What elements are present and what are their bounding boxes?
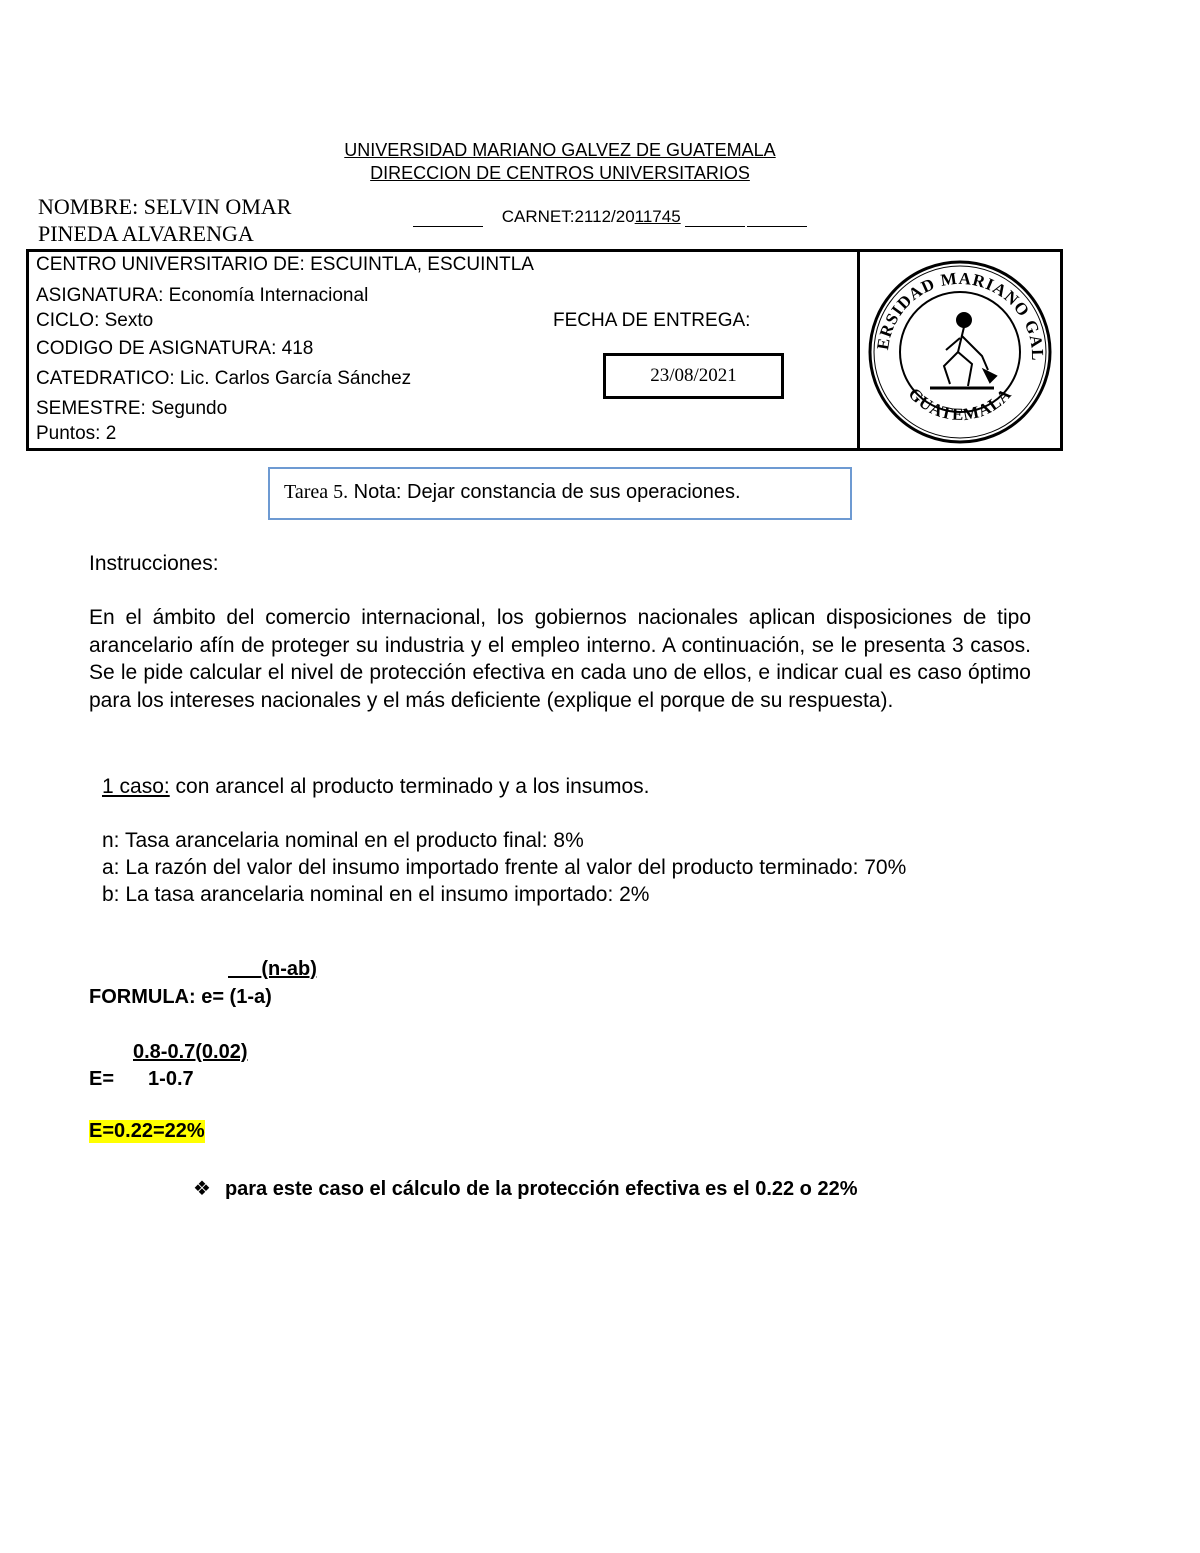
direction-title: DIRECCION DE CENTROS UNIVERSITARIOS bbox=[370, 163, 750, 183]
conclusion-text: para este caso el cálculo de la protección efectiva es el 0.22 o 22% bbox=[224, 1178, 858, 1200]
university-title: UNIVERSIDAD MARIANO GALVEZ DE GUATEMALA bbox=[344, 140, 776, 160]
e-result-highlight: E=0.22=22% bbox=[89, 1120, 205, 1142]
task-note-text: Nota: Dejar constancia de sus operaciones. bbox=[348, 481, 741, 503]
case-1-text: con arancel al producto terminado y a los insumos. bbox=[169, 775, 650, 798]
student-name: NOMBRE: SELVIN OMAR PINEDA ALVARENGA bbox=[38, 194, 292, 246]
blank-line bbox=[685, 226, 745, 227]
carnet-number: 11745 bbox=[634, 207, 681, 226]
carnet-label: CARNET:2112/20 bbox=[501, 207, 635, 226]
ciclo-line: CICLO: Sexto bbox=[36, 310, 154, 331]
task-note-box bbox=[268, 467, 852, 520]
seal-figure-icon bbox=[930, 313, 996, 388]
e-label: E= bbox=[89, 1068, 115, 1090]
variable-a: a: La razón del valor del insumo importado frente al valor del producto terminado: 70% bbox=[102, 856, 907, 879]
course-info-box bbox=[26, 249, 860, 451]
puntos-line: Puntos: 2 bbox=[36, 423, 117, 444]
logo-box bbox=[857, 249, 1063, 451]
carnet-row bbox=[413, 207, 807, 227]
blank-line bbox=[747, 226, 807, 227]
instructions-paragraph: En el ámbito del comercio internacional, los gobiernos nacionales aplican disposiciones de tipo arancelario afín de proteger su industria y el empleo interno. A continuación, se le presenta 3 casos. Se le pide calcular el nivel de protección efectiva en cada uno de ellos, e indicar cual es caso óptimo para los intereses nacionales y el más deficiente (explique el porque de su respuesta). bbox=[89, 606, 1031, 712]
university-seal-icon bbox=[860, 252, 1060, 448]
e-denominator: 1-0.7 bbox=[148, 1068, 194, 1090]
conclusion-bullet bbox=[193, 1176, 857, 1201]
seal-bottom-text: GUATEMALA bbox=[904, 384, 1016, 425]
formula-numerator: (n-ab) bbox=[261, 958, 317, 980]
fecha-label: FECHA DE ENTREGA: bbox=[553, 310, 751, 331]
catedratico-line: CATEDRATICO: Lic. Carlos García Sánchez bbox=[36, 368, 412, 389]
task-note bbox=[284, 481, 741, 504]
e-numerator: 0.8-0.7(0.02) bbox=[133, 1041, 248, 1063]
blank-line bbox=[413, 226, 483, 227]
case-1-label: 1 caso: bbox=[102, 775, 170, 798]
variable-n: n: Tasa arancelaria nominal en el producto final: 8% bbox=[102, 829, 584, 852]
codigo-line: CODIGO DE ASIGNATURA: 418 bbox=[36, 338, 314, 359]
variable-b: b: La tasa arancelaria nominal en el insumo importado: 2% bbox=[102, 883, 650, 906]
diamond-bullet-icon: ❖ bbox=[193, 1178, 211, 1200]
seal-top-text: ERSIDAD MARIANO GAL bbox=[873, 268, 1048, 361]
svg-text:GUATEMALA bbox=[905, 384, 1016, 424]
instructions-title: Instrucciones: bbox=[89, 552, 219, 575]
formula-line: FORMULA: e= (1-a) bbox=[89, 986, 272, 1008]
fecha-value: 23/08/2021 bbox=[603, 353, 784, 399]
e-denominator-row bbox=[89, 1068, 194, 1091]
asignatura-line: ASIGNATURA: Economía Internacional bbox=[36, 285, 369, 306]
centro-line: CENTRO UNIVERSITARIO DE: ESCUINTLA, ESCUINTLA bbox=[36, 254, 534, 275]
case-1-heading bbox=[102, 775, 649, 799]
task-label: Tarea 5. bbox=[284, 481, 349, 503]
semestre-line: SEMESTRE: Segundo bbox=[36, 398, 228, 419]
